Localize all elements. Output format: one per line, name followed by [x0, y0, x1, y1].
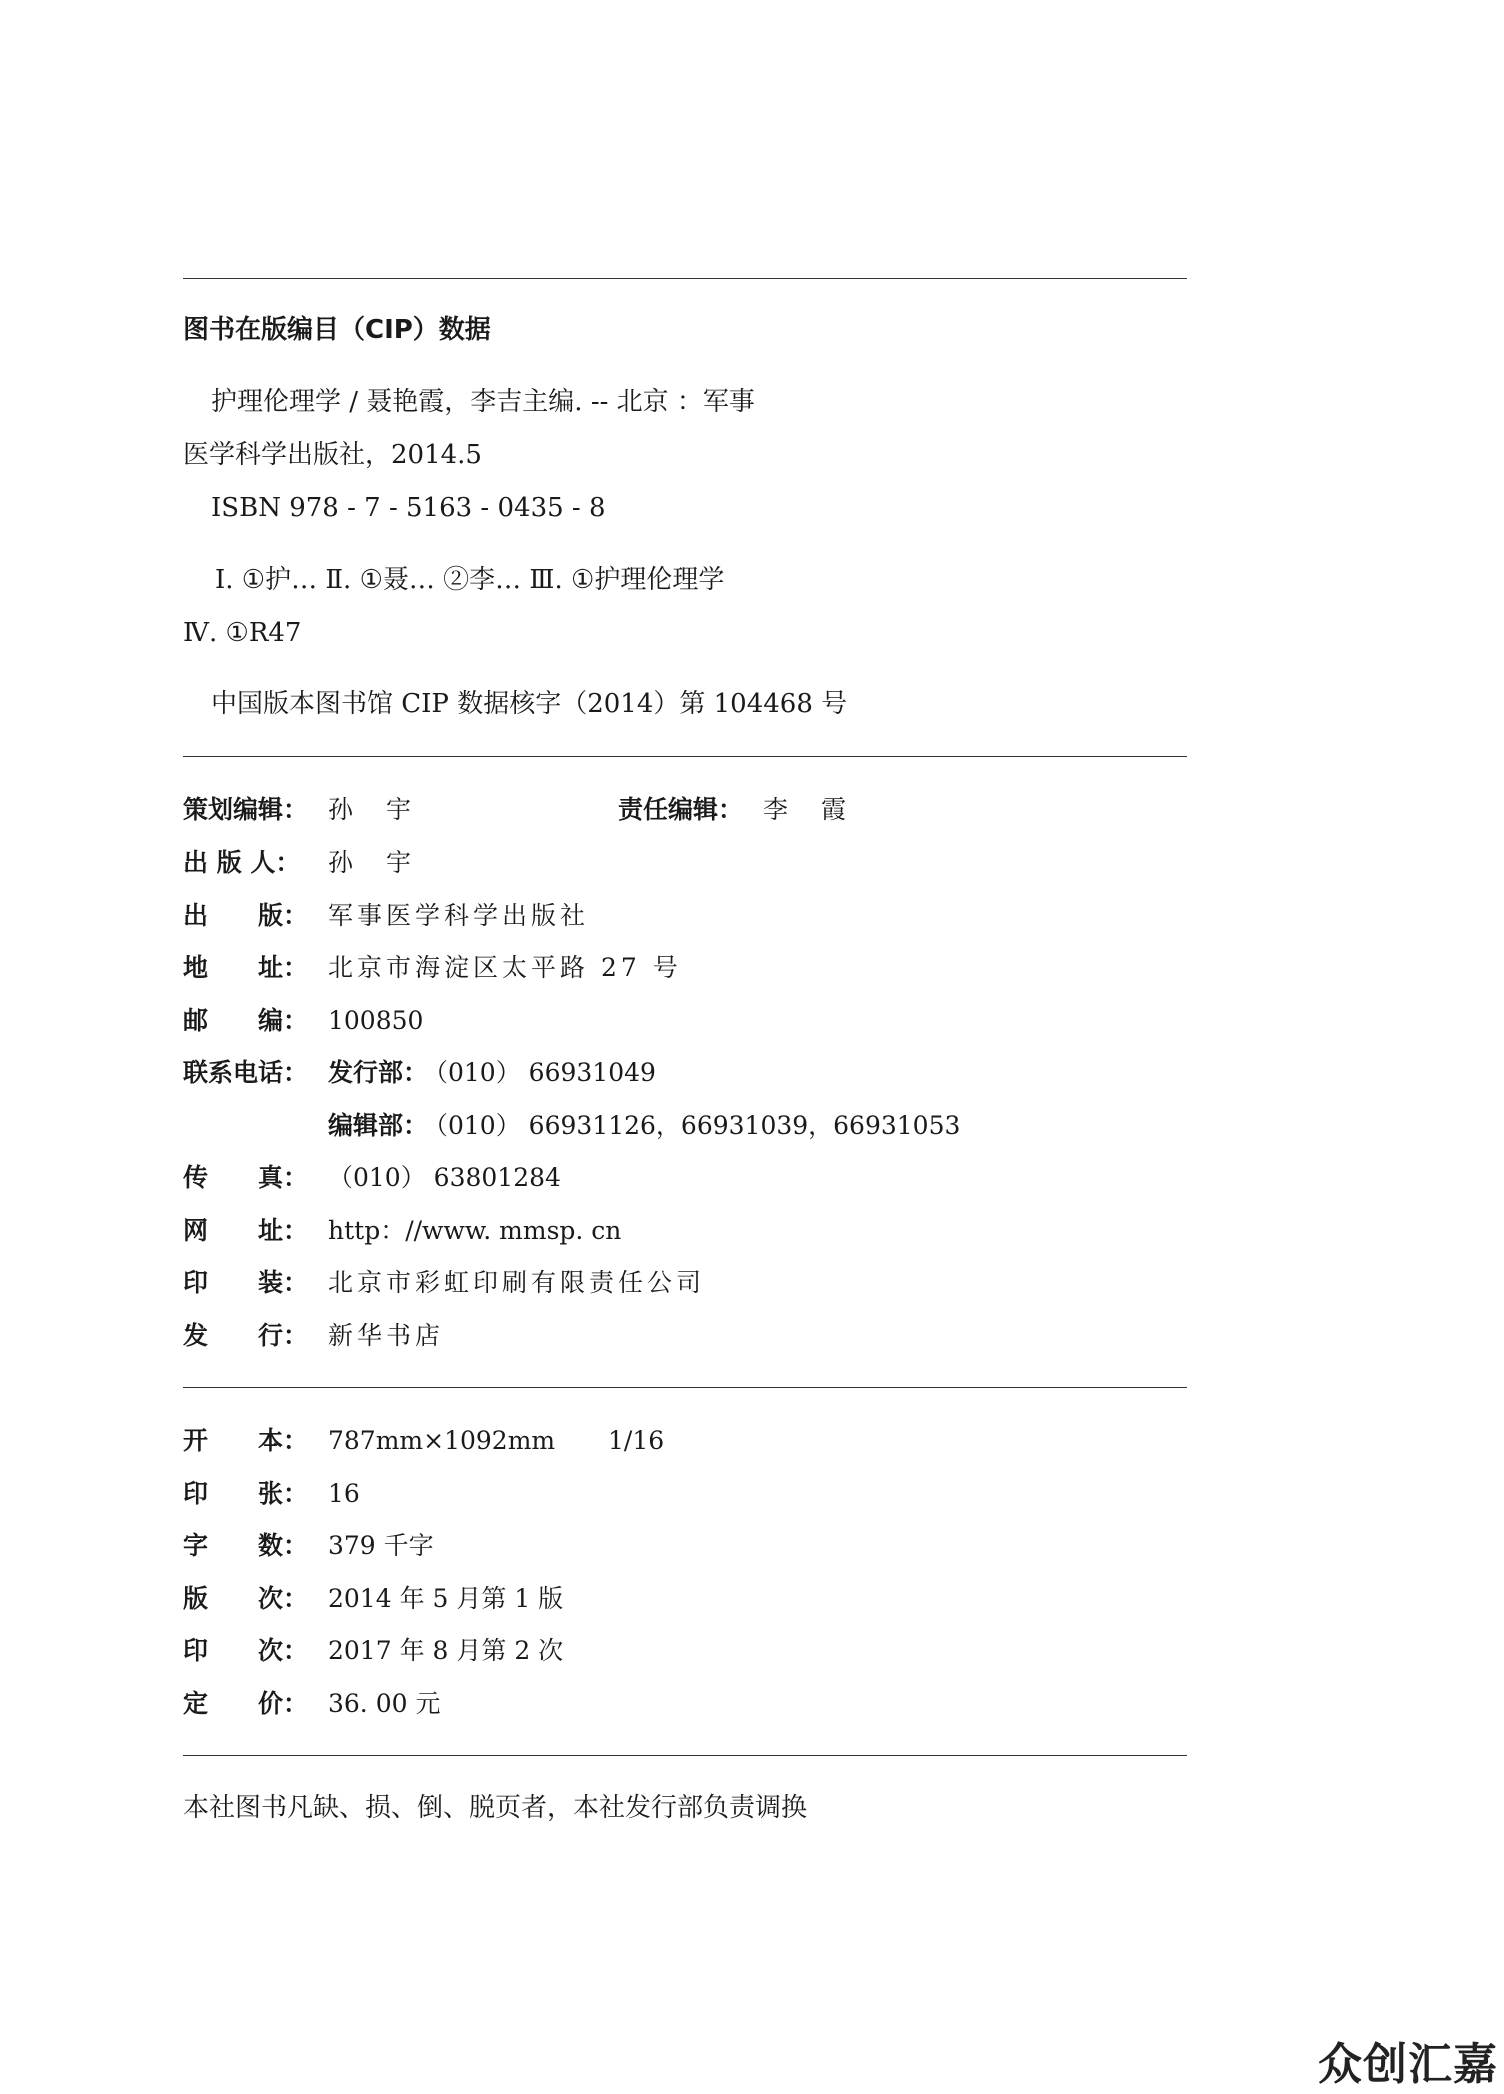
cip-classification-2: Ⅳ. ①R47: [183, 618, 302, 648]
responsible-editor-label: 责任编辑：: [618, 795, 744, 824]
replacement-notice: 本社图书凡缺、损、倒、脱页者，本社发行部负责调换: [183, 1793, 808, 1823]
price-value: 36. 00 元: [328, 1689, 441, 1718]
publisher-label: 出 版：: [183, 901, 309, 930]
printed-sheets-value: 16: [328, 1479, 360, 1508]
printed-sheets-label: 印 张：: [183, 1479, 309, 1508]
middle-rule-1: [183, 756, 1187, 757]
website-value: http：//www. mmsp. cn: [328, 1216, 622, 1245]
publisher-value: 军事医学科学出版社: [328, 901, 590, 930]
word-count-label: 字 数：: [183, 1531, 309, 1560]
middle-rule-2: [183, 1387, 1187, 1388]
impression-label: 印 次：: [183, 1636, 309, 1665]
cip-line-2: 医学科学出版社，2014.5: [183, 440, 482, 470]
planning-editor-value: 孙 宇: [328, 795, 416, 824]
format-value: 787mm×1092mm: [328, 1426, 556, 1455]
fax-label: 传 真：: [183, 1163, 309, 1192]
bottom-rule: [183, 1755, 1187, 1756]
editorial-dept-phone: （010） 66931126，66931039，66931053: [423, 1111, 961, 1140]
cip-heading: 图书在版编目（CIP）数据: [183, 315, 491, 345]
address-label: 地 址：: [183, 953, 309, 982]
cip-record-number: 中国版本图书馆 CIP 数据核字（2014）第 104468 号: [211, 689, 848, 719]
distribution-dept-label: 发行部：: [328, 1058, 429, 1087]
publisher-person-label: 出 版 人：: [183, 848, 301, 877]
postcode-value: 100850: [328, 1006, 424, 1035]
top-rule: [183, 278, 1187, 279]
distribution-dept-phone: （010） 66931049: [423, 1058, 656, 1087]
editorial-dept-label: 编辑部：: [328, 1111, 429, 1140]
cip-classification-1: Ⅰ. ①护… Ⅱ. ①聂… ②李… Ⅲ. ①护理伦理学: [215, 565, 725, 595]
distributor-label: 发 行：: [183, 1321, 309, 1350]
website-label: 网 址：: [183, 1216, 309, 1245]
distributor-value: 新华书店: [328, 1321, 445, 1350]
watermark-logo: 众创汇嘉: [1318, 2039, 1498, 2090]
publisher-person-value: 孙 宇: [328, 848, 416, 877]
word-count-value: 379 千字: [328, 1531, 434, 1560]
price-label: 定 价：: [183, 1689, 309, 1718]
planning-editor-label: 策划编辑：: [183, 795, 309, 824]
printer-value: 北京市彩虹印刷有限责任公司: [328, 1268, 706, 1297]
format-label: 开 本：: [183, 1426, 309, 1455]
address-value: 北京市海淀区太平路 27 号: [328, 953, 682, 982]
format-fraction: 1/16: [608, 1426, 665, 1455]
edition-label: 版 次：: [183, 1584, 309, 1613]
cip-line-1: 护理伦理学 / 聂艳霞，李吉主编. -- 北京 ：军事: [211, 387, 755, 417]
postcode-label: 邮 编：: [183, 1006, 309, 1035]
responsible-editor-value: 李 霞: [763, 795, 851, 824]
phone-label: 联系电话：: [183, 1058, 309, 1087]
edition-value: 2014 年 5 月第 1 版: [328, 1584, 564, 1613]
fax-value: （010） 63801284: [328, 1163, 561, 1192]
impression-value: 2017 年 8 月第 2 次: [328, 1636, 564, 1665]
cip-isbn: ISBN 978 - 7 - 5163 - 0435 - 8: [211, 493, 606, 523]
printer-label: 印 装：: [183, 1268, 309, 1297]
